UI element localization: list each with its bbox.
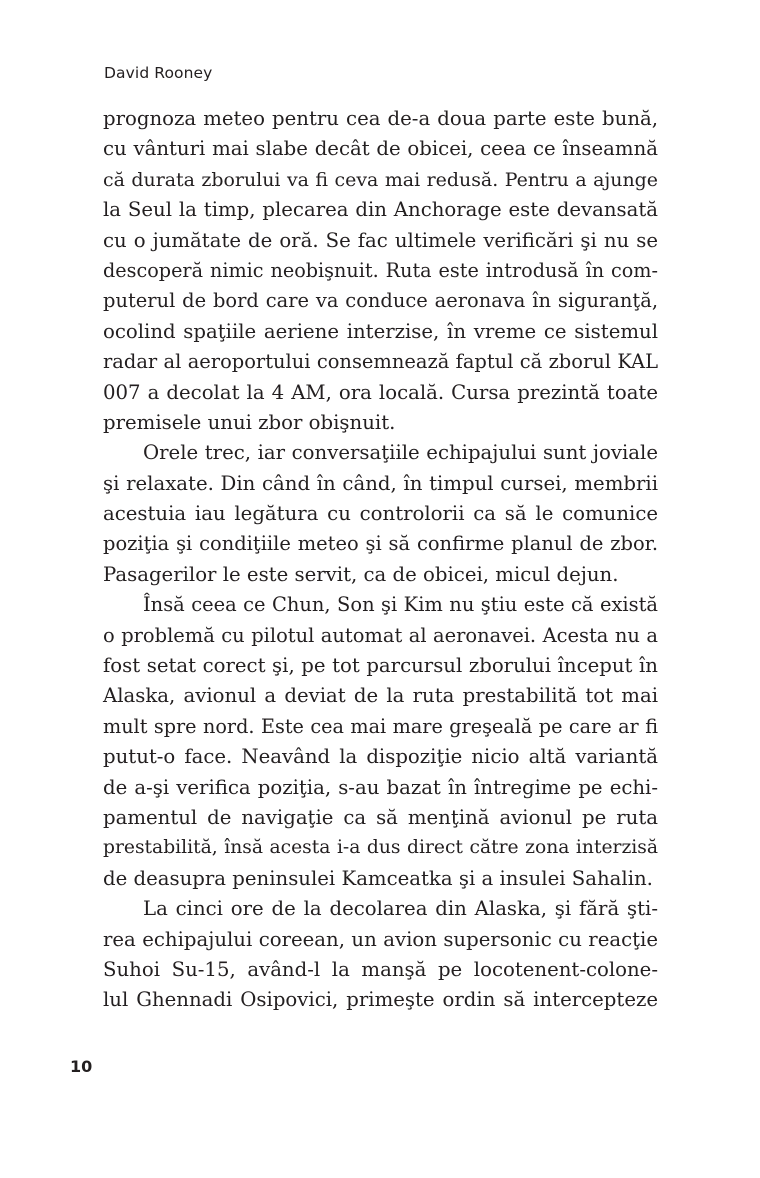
text-line: prestabilită, însă acesta i-a dus direct către zona interzisă <box>103 837 658 859</box>
text-line: Însă ceea ce Chun, Son şi Kim nu ştiu este că există <box>143 593 658 617</box>
body-text <box>103 104 658 1016</box>
text-line: mult spre nord. Este cea mai mare greşeală pe care ar fi <box>103 714 658 738</box>
text-line: premisele unui zbor obişnuit. <box>103 410 396 434</box>
paragraph-1 <box>103 104 658 438</box>
text-line: de a-şi verifica poziţia, s-au bazat în întregime pe echi- <box>103 775 658 799</box>
text-line: şi relaxate. Din când în când, în timpul cursei, membrii <box>103 471 658 495</box>
text-line: că durata zborului va fi ceva mai redusă. Pentru a ajunge <box>103 168 658 191</box>
text-line: Alaska, avionul a deviat de la ruta prestabilită tot mai <box>103 684 658 708</box>
text-line: Orele trec, iar conversaţiile echipajului sunt joviale <box>143 441 658 465</box>
running-head: David Rooney <box>104 64 213 82</box>
text-line: cu vânturi mai slabe decât de obicei, ceea ce înseamnă <box>103 137 658 161</box>
text-line: cu o jumătate de oră. Se fac ultimele verificări şi nu se <box>103 228 658 252</box>
text-line: radar al aeroportului consemnează faptul că zborul KAL <box>103 350 658 374</box>
text-line: Pasagerilor le este servit, ca de obicei, micul dejun. <box>103 562 619 586</box>
text-line: putut-o face. Neavând la dispoziţie nicio altă variantă <box>103 745 658 769</box>
text-line: lul Ghennadi Osipovici, primeşte ordin să intercepteze <box>103 988 658 1012</box>
text-line: pamentul de navigaţie ca să menţină avionul pe ruta <box>103 805 658 829</box>
text-line: Suhoi Su-15, având-l la manşă pe locotenent-colone- <box>103 957 658 981</box>
text-line: puterul de bord care va conduce aeronava în siguranţă, <box>103 289 658 313</box>
paragraph-4 <box>103 894 658 1016</box>
text-line: o problemă cu pilotul automat al aeronavei. Acesta nu a <box>103 623 658 647</box>
text-line: rea echipajului coreean, un avion supersonic cu reacţie <box>103 927 658 951</box>
text-line: La cinci ore de la decolarea din Alaska, şi fără şti- <box>143 897 658 921</box>
paragraph-3 <box>103 590 658 894</box>
text-line: poziţia şi condiţiile meteo şi să confirme planul de zbor. <box>103 532 658 556</box>
text-line: prognoza meteo pentru cea de-a doua parte este bună, <box>103 107 658 130</box>
text-line: 007 a decolat la 4 AM, ora locală. Cursa prezintă toate <box>103 380 658 404</box>
text-line: de deasupra peninsulei Kamceatka şi a insulei Sahalin. <box>103 866 653 890</box>
text-line: acestuia iau legătura cu controlorii ca să le comunice <box>103 502 658 526</box>
page-number: 10 <box>70 1057 93 1076</box>
text-line: la Seul la timp, plecarea din Anchorage este devansată <box>103 198 658 222</box>
text-line: fost setat corect şi, pe tot parcursul zborului început în <box>103 654 658 678</box>
text-line: descoperă nimic neobişnuit. Ruta este introdusă în com- <box>103 258 658 282</box>
paragraph-2 <box>103 438 658 590</box>
text-line: ocolind spaţiile aeriene interzise, în vreme ce sistemul <box>103 319 658 343</box>
